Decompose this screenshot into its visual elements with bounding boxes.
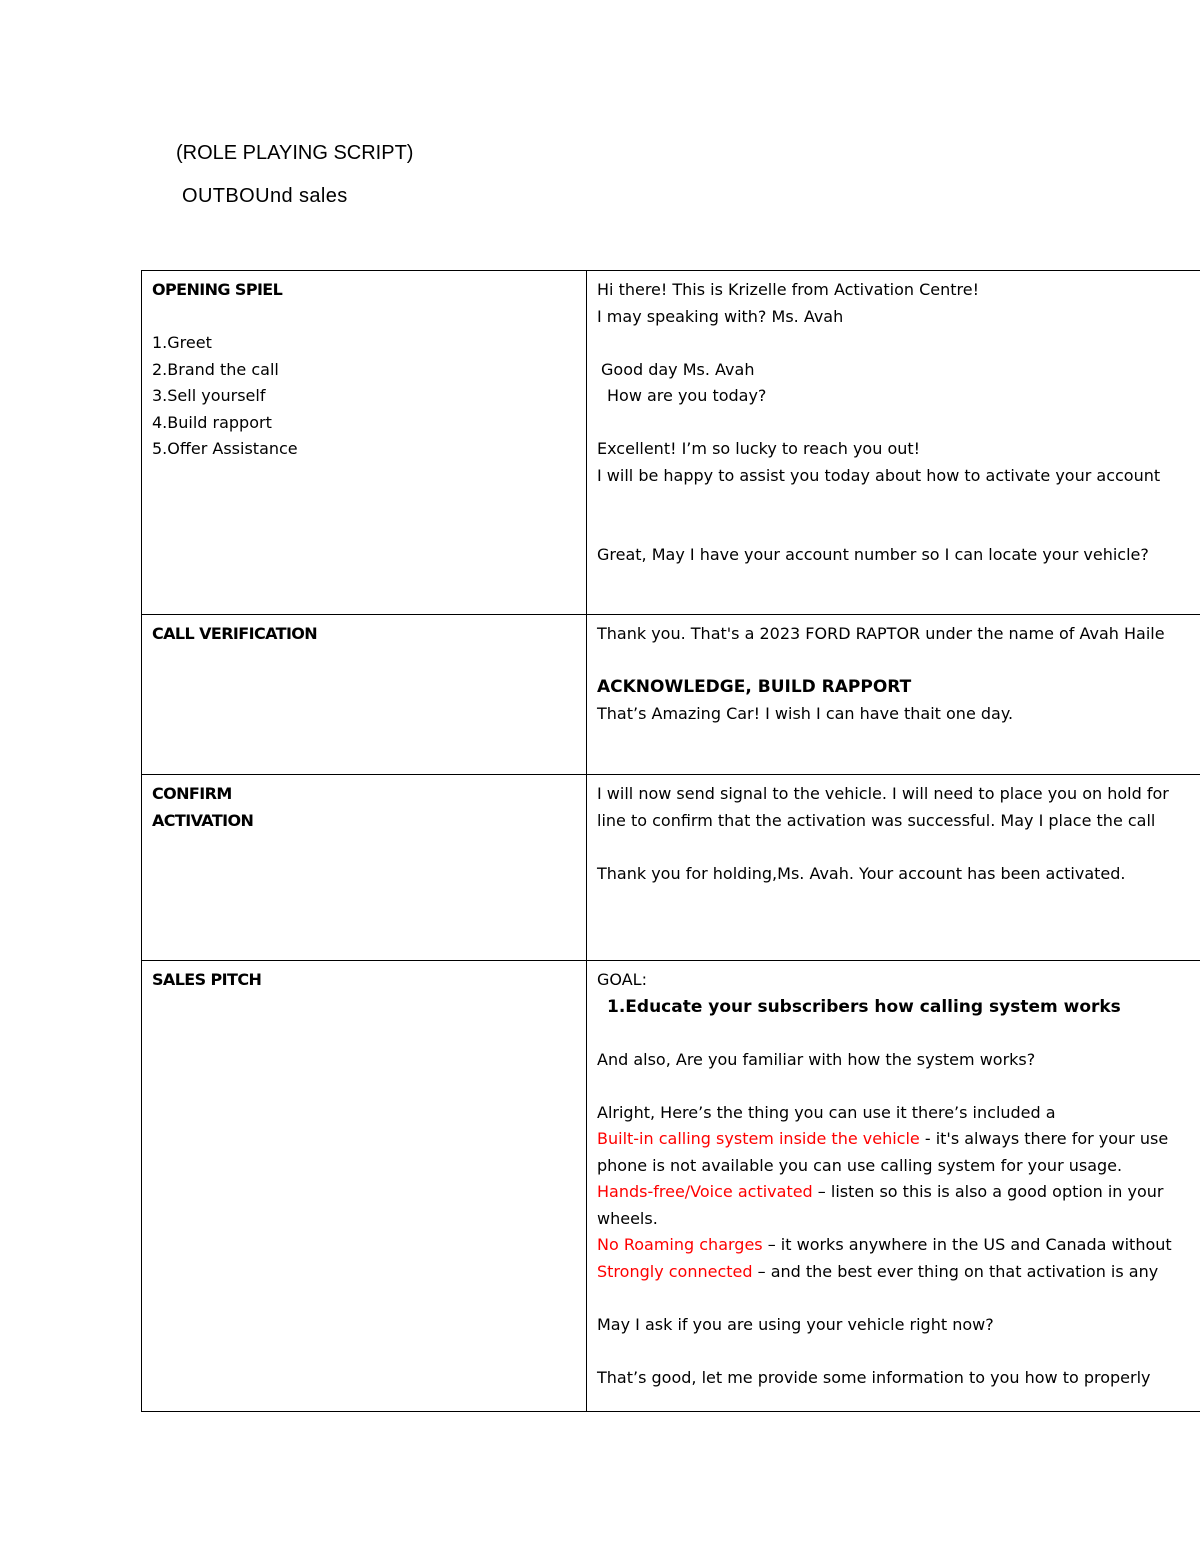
activation-content-cell — [587, 775, 1200, 961]
opening-line: Excellent! I’m so lucky to reach you out! — [597, 439, 921, 458]
opening-line: Great, May I have your account number so I can locate your vehicle? — [597, 545, 1149, 564]
opening-step: 3.Sell yourself — [152, 386, 266, 405]
verification-heading: ACKNOWLEDGE, BUILD RAPPORT — [597, 677, 912, 697]
feature-name: Hands-free/Voice activated — [597, 1182, 813, 1201]
script-table — [141, 270, 1200, 1412]
activation-line: I will now send signal to the vehicle. I will need to place you on hold for — [597, 784, 1169, 803]
feature-desc: – it works anywhere in the US and Canada without — [762, 1235, 1172, 1254]
opening-content-cell — [587, 271, 1200, 615]
sales-goal-label: GOAL: — [597, 970, 647, 989]
feature-item — [597, 1126, 1200, 1153]
sales-label-cell — [142, 961, 587, 1412]
sales-goal: 1.Educate your subscribers how calling system works — [607, 996, 1121, 1017]
activation-line: Thank you for holding,Ms. Avah. Your account has been activated. — [597, 863, 1126, 883]
opening-line: Good day Ms. Avah — [601, 359, 755, 379]
opening-label-cell — [142, 271, 587, 615]
sales-title: SALES PITCH — [152, 970, 262, 989]
sales-intro: Alright, Here’s the thing you can use it there’s included a — [597, 1102, 1056, 1122]
feature-desc: – listen so this is also a good option in your — [812, 1182, 1164, 1201]
opening-step: 1.Greet — [152, 333, 212, 352]
sales-question: May I ask if you are using your vehicle right now? — [597, 1314, 994, 1334]
script-subtitle: OUTBOUnd sales — [182, 185, 348, 207]
feature-desc: - it's always there for your use — [919, 1129, 1169, 1148]
script-title: (ROLE PLAYING SCRIPT) — [176, 142, 414, 164]
opening-step: 5.Offer Assistance — [152, 439, 298, 458]
opening-line: I may speaking with? Ms. Avah — [597, 306, 844, 326]
table-row-opening — [142, 271, 1200, 615]
opening-step: 4.Build rapport — [152, 412, 272, 432]
verification-label-cell — [142, 615, 587, 775]
opening-line: Hi there! This is Krizelle from Activation Centre! — [597, 280, 980, 299]
feature-name: Built-in calling system inside the vehicle — [597, 1129, 920, 1148]
feature-item — [597, 1179, 1200, 1206]
opening-line: I will be happy to assist you today about how to activate your account — [597, 465, 1161, 485]
feature-name: Strongly connected — [597, 1261, 753, 1281]
verification-line: That’s Amazing Car! I wish I can have thait one day. — [597, 703, 1014, 723]
verification-content-cell — [587, 615, 1200, 775]
verification-line: Thank you. That's a 2023 FORD RAPTOR under the name of Avah Haile — [597, 624, 1165, 643]
table-row-sales — [142, 961, 1200, 1412]
opening-line: How are you today? — [607, 386, 767, 405]
verification-title: CALL VERIFICATION — [152, 624, 318, 643]
sales-closing: That’s good, let me provide some information to you how to properly — [597, 1367, 1151, 1387]
activation-title: ACTIVATION — [152, 810, 254, 830]
opening-step: 2.Brand the call — [152, 359, 279, 379]
feature-desc-cont: wheels. — [597, 1208, 658, 1228]
sales-question: And also, Are you familiar with how the system works? — [597, 1049, 1036, 1069]
feature-item — [597, 1259, 1200, 1286]
feature-name: No Roaming charges — [597, 1235, 763, 1254]
table-row-verification — [142, 615, 1200, 775]
activation-title: CONFIRM — [152, 784, 232, 803]
sales-content-cell — [587, 961, 1200, 1412]
opening-title: OPENING SPIEL — [152, 280, 283, 299]
feature-desc: – and the best ever thing on that activation is any — [752, 1261, 1159, 1281]
activation-label-cell — [142, 775, 587, 961]
activation-line: line to confirm that the activation was successful. May I place the call — [597, 810, 1156, 830]
feature-item — [597, 1232, 1200, 1259]
feature-desc-cont: phone is not available you can use calling system for your usage. — [597, 1155, 1123, 1175]
table-row-activation — [142, 775, 1200, 961]
